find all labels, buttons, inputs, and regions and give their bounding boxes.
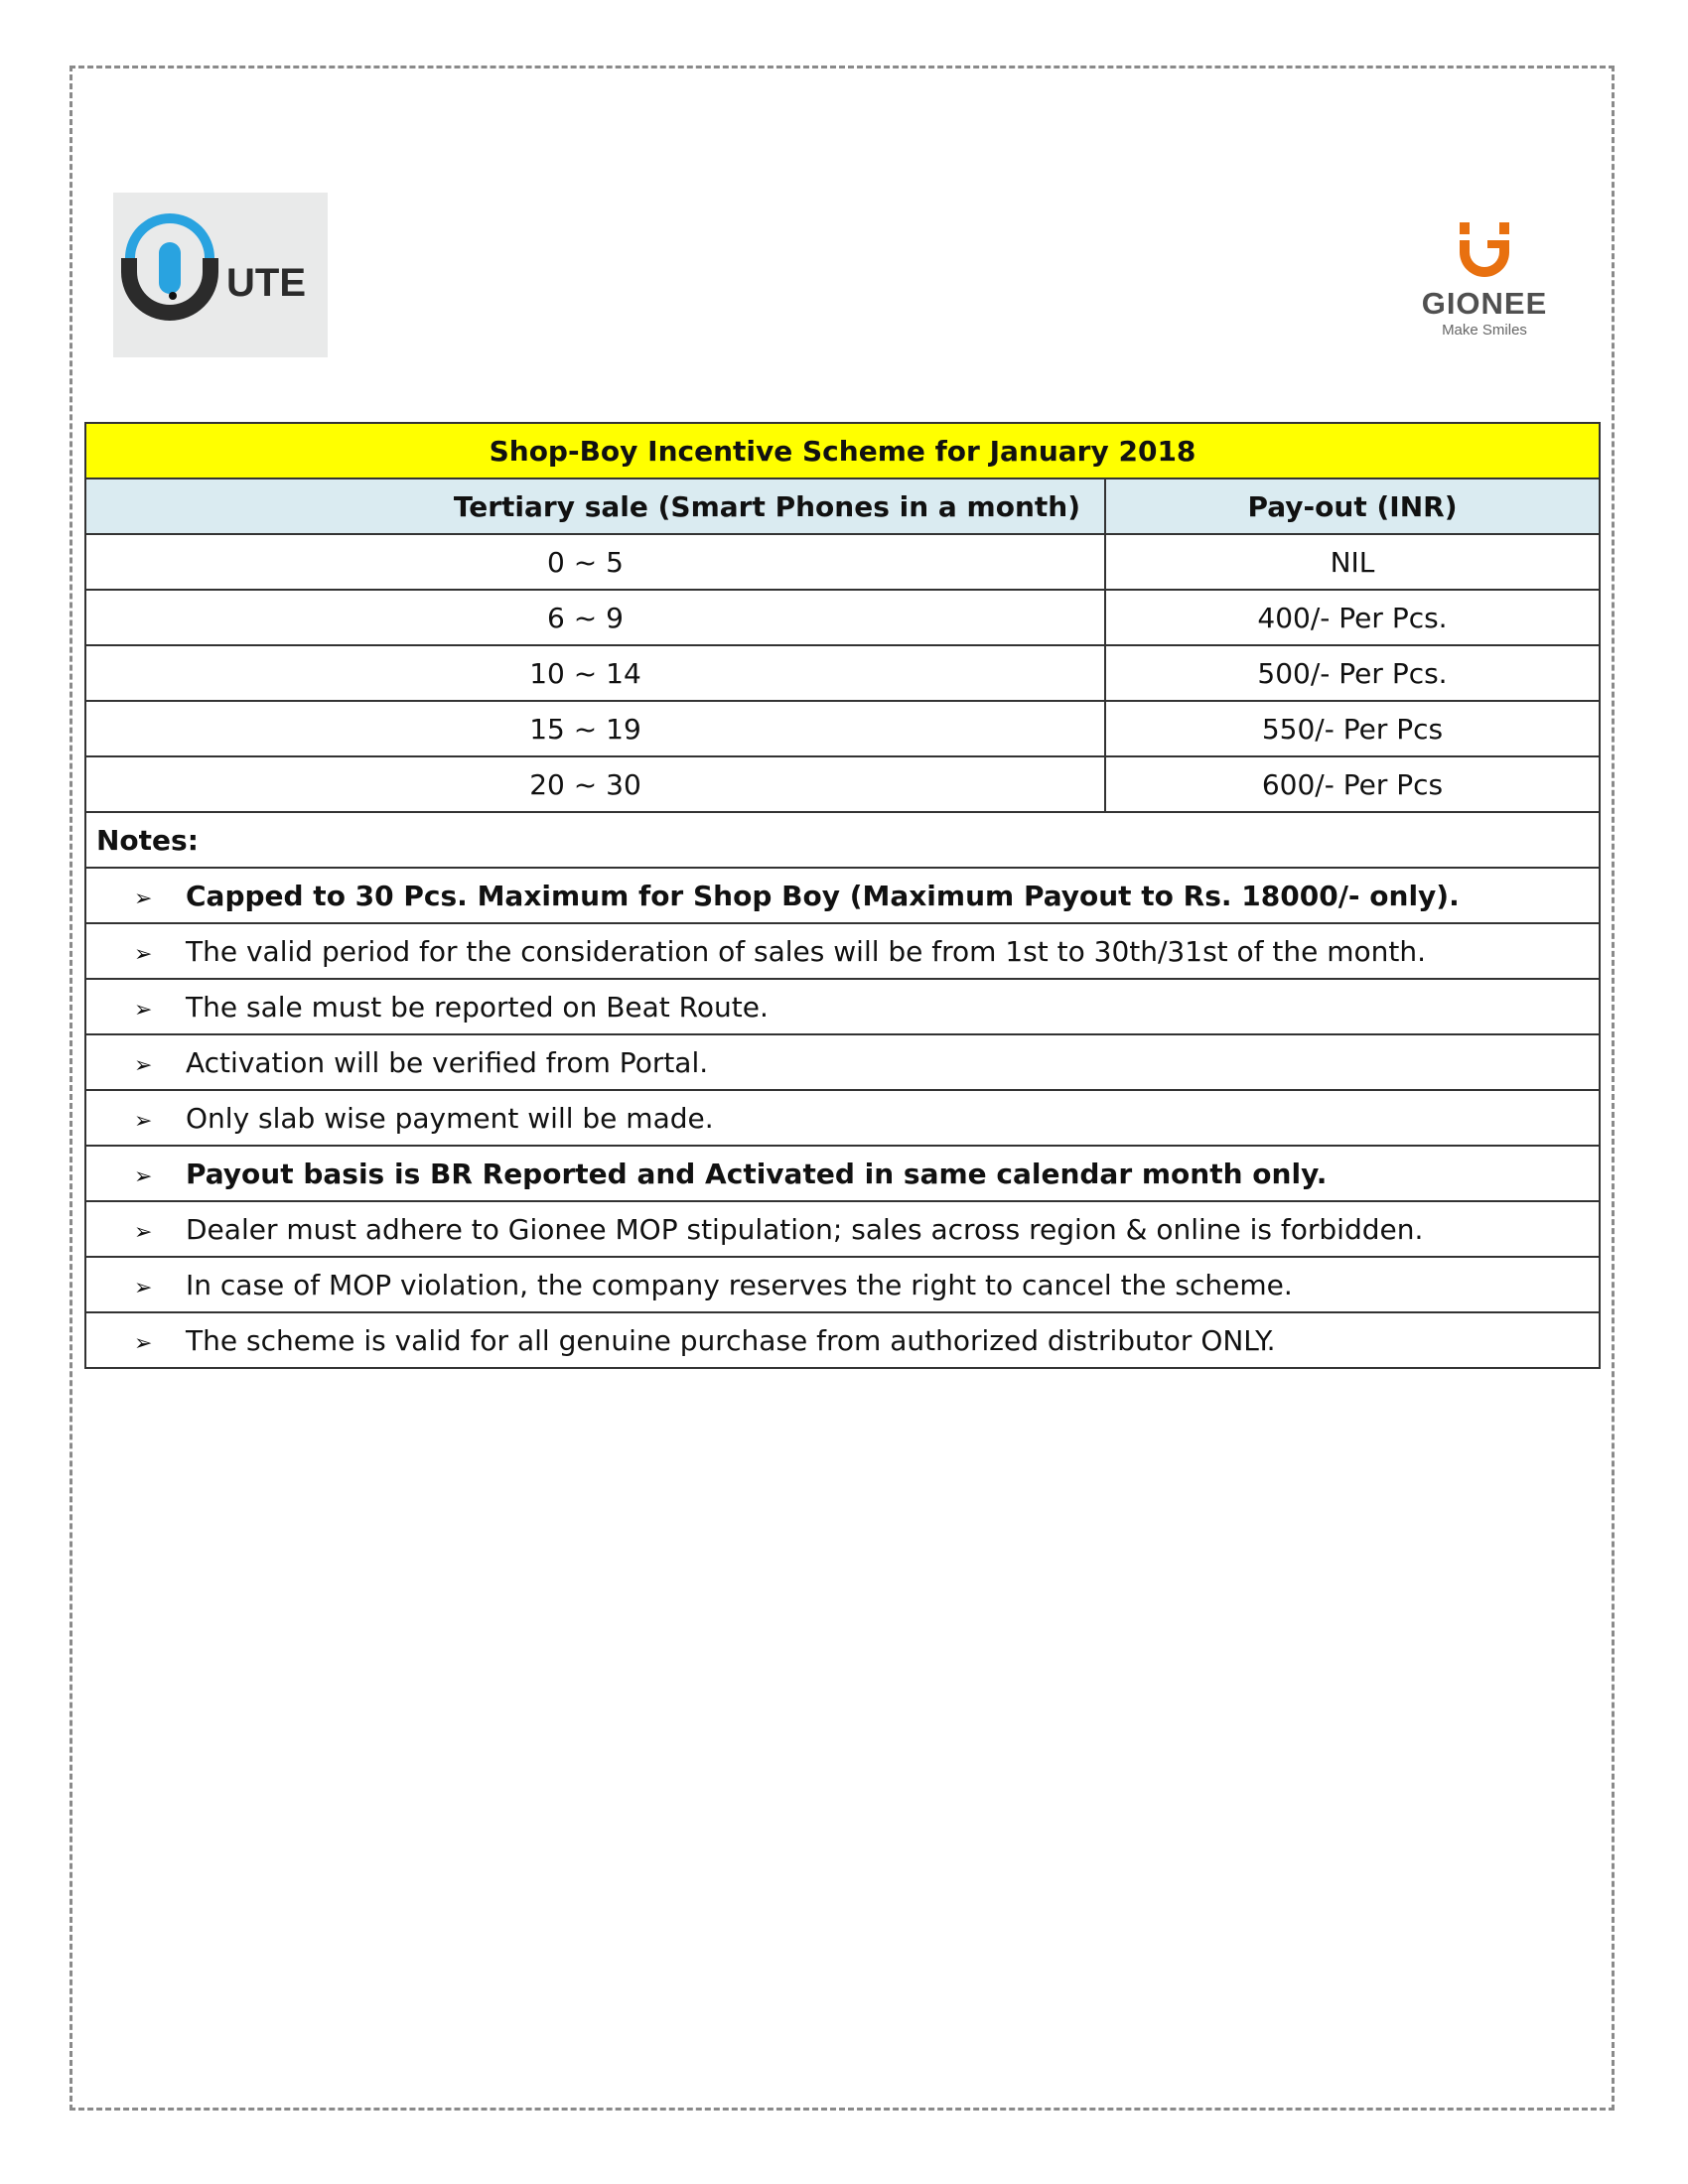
arrowhead-bullet-icon: ➢ <box>134 1275 153 1300</box>
note-item <box>85 923 1600 979</box>
note-text: Activation will be verified from Portal. <box>186 1045 709 1079</box>
payout-cell: 550/- Per Pcs <box>1105 701 1600 756</box>
arrowhead-bullet-icon: ➢ <box>134 1163 153 1189</box>
note-text: Payout basis is BR Reported and Activated in same calendar month only. <box>186 1157 1328 1190</box>
arrowhead-bullet-icon: ➢ <box>134 1052 153 1078</box>
gionee-tagline: Make Smiles <box>1442 322 1527 339</box>
note-text: Dealer must adhere to Gionee MOP stipulation; sales across region & online is forbidden. <box>186 1212 1424 1246</box>
note-item <box>85 1090 1600 1146</box>
gionee-logo <box>1400 218 1569 342</box>
note-item <box>85 979 1600 1034</box>
range-cell: 10 ~ 14 <box>529 656 641 690</box>
note-text: The sale must be reported on Beat Route. <box>186 990 769 1024</box>
table-header-row <box>85 478 1600 534</box>
note-text: Capped to 30 Pcs. Maximum for Shop Boy (Maximum Payout to Rs. 18000/- only). <box>186 879 1460 912</box>
ute-logo-mark <box>113 193 328 357</box>
note-item <box>85 1312 1600 1368</box>
range-cell: 20 ~ 30 <box>529 767 641 801</box>
notes-heading: Notes: <box>85 812 1600 868</box>
payout-cell: 500/- Per Pcs. <box>1105 645 1600 701</box>
arrowhead-bullet-icon: ➢ <box>134 1330 153 1356</box>
arrowhead-bullet-icon: ➢ <box>134 941 153 967</box>
note-text: Only slab wise payment will be made. <box>186 1101 714 1135</box>
arrowhead-bullet-icon: ➢ <box>134 886 153 911</box>
notes-heading-row <box>85 812 1600 868</box>
table-row <box>85 701 1600 756</box>
table-row <box>85 756 1600 812</box>
note-text: The valid period for the consideration of sales will be from 1st to 30th/31st of the month. <box>186 934 1427 968</box>
note-text: The scheme is valid for all genuine purchase from authorized distributor ONLY. <box>186 1323 1276 1357</box>
range-cell: 15 ~ 19 <box>529 712 641 746</box>
arrowhead-bullet-icon: ➢ <box>134 997 153 1023</box>
note-item <box>85 868 1600 923</box>
gionee-brand-text: GIONEE <box>1421 286 1548 321</box>
payout-cell: 400/- Per Pcs. <box>1105 590 1600 645</box>
table-row <box>85 534 1600 590</box>
note-item <box>85 1201 1600 1257</box>
arrowhead-bullet-icon: ➢ <box>134 1108 153 1134</box>
table-title-row <box>85 423 1600 478</box>
ute-logo-text: UTE <box>226 261 306 305</box>
ute-logo <box>113 193 328 357</box>
range-cell: 0 ~ 5 <box>547 545 624 579</box>
payout-cell: NIL <box>1105 534 1600 590</box>
note-text: In case of MOP violation, the company reserves the right to cancel the scheme. <box>186 1268 1293 1301</box>
note-item <box>85 1146 1600 1201</box>
table-row <box>85 590 1600 645</box>
table-title: Shop-Boy Incentive Scheme for January 2018 <box>85 423 1600 478</box>
note-item <box>85 1034 1600 1090</box>
header-payout: Pay-out (INR) <box>1105 478 1600 534</box>
arrowhead-bullet-icon: ➢ <box>134 1219 153 1245</box>
range-cell: 6 ~ 9 <box>547 601 624 634</box>
note-item <box>85 1257 1600 1312</box>
table-row <box>85 645 1600 701</box>
payout-cell: 600/- Per Pcs <box>1105 756 1600 812</box>
incentive-table <box>84 422 1601 1369</box>
gionee-smile-icon <box>1400 218 1569 284</box>
header-tertiary-sale: Tertiary sale (Smart Phones in a month) <box>85 478 1105 534</box>
